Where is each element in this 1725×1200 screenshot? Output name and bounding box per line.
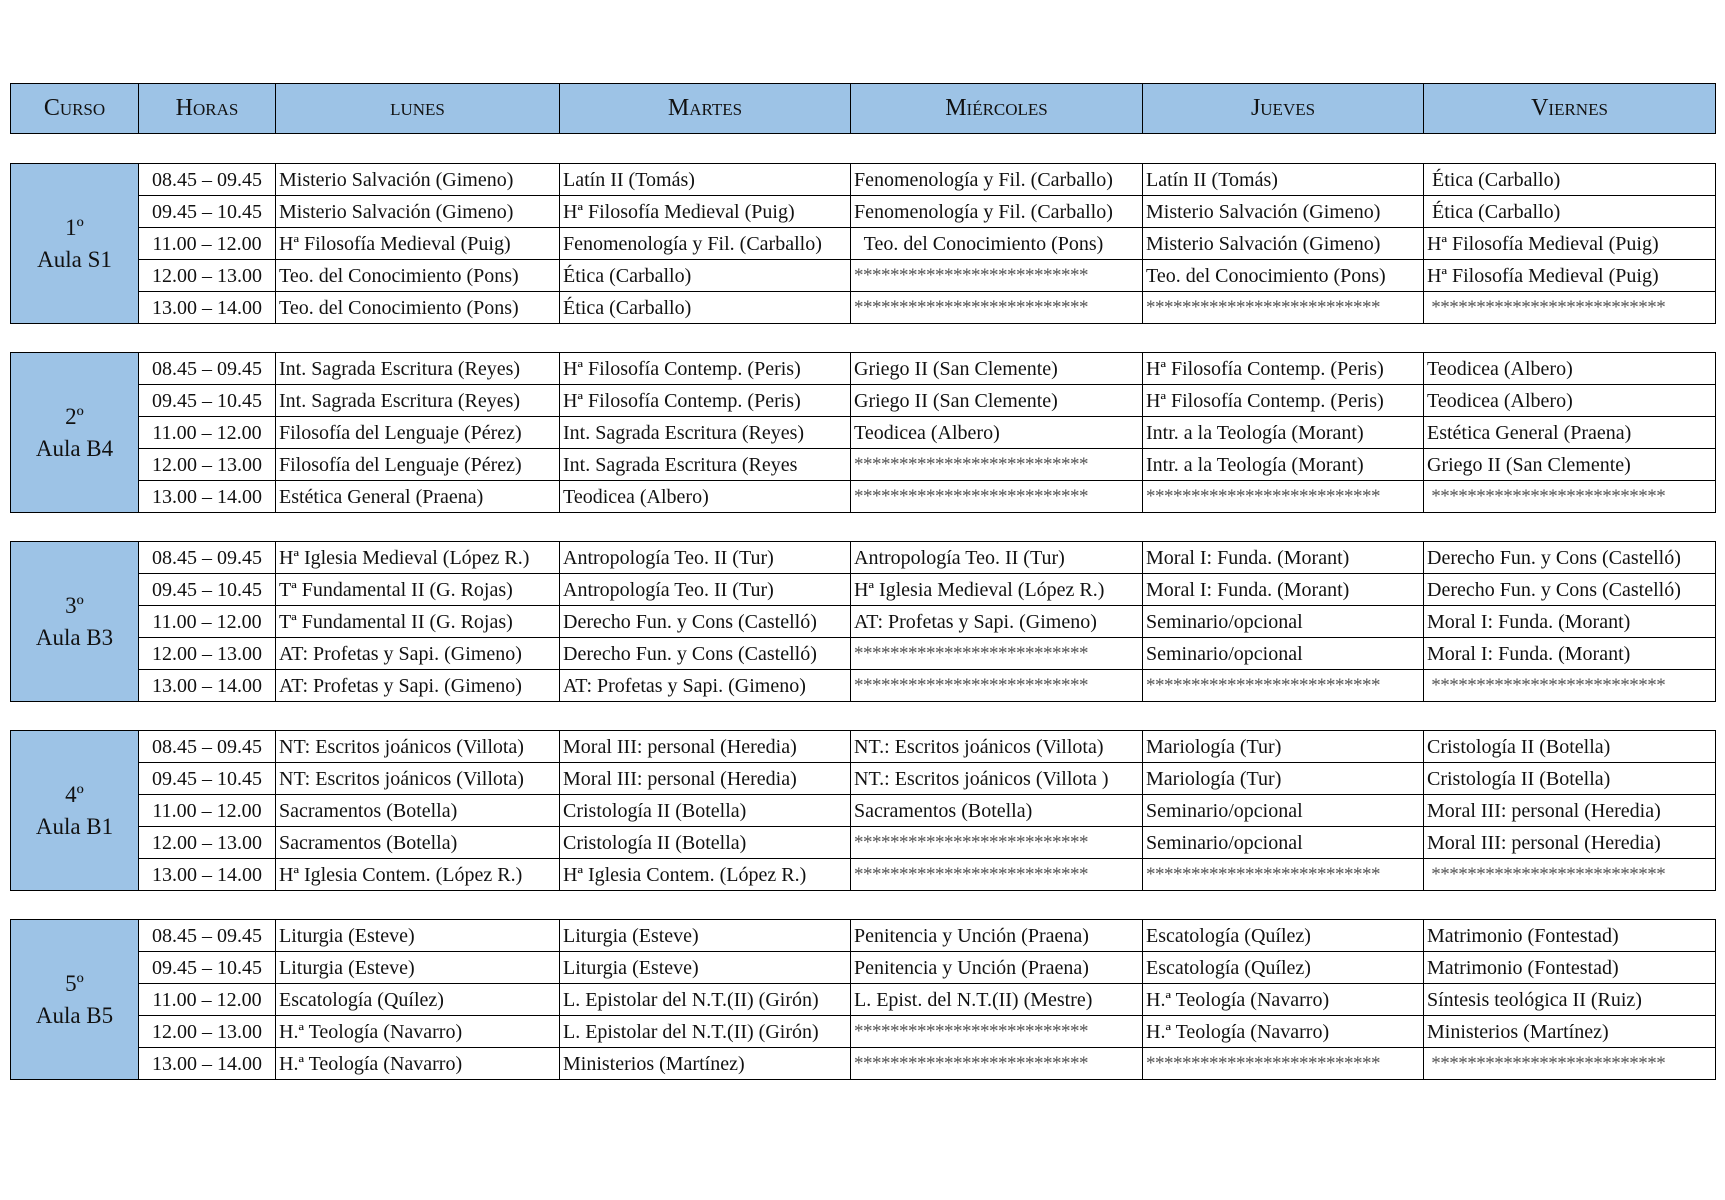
course-cell [11,542,139,702]
class-cell-viernes: Síntesis teológica II (Ruiz) [1424,984,1716,1016]
time-slot: 13.00 – 14.00 [139,1048,276,1080]
class-cell-viernes: Cristología II (Botella) [1424,731,1716,763]
class-cell-viernes: Teodicea (Albero) [1424,353,1716,385]
class-cell-miercoles: ************************** [851,670,1143,702]
class-cell-viernes: ************************** [1424,670,1716,702]
class-cell-martes: Ministerios (Martínez) [560,1048,851,1080]
class-cell-lunes: H.ª Teología (Navarro) [276,1016,560,1048]
table-row [11,542,1716,574]
class-cell-martes: Hª Filosofía Contemp. (Peris) [560,385,851,417]
time-slot: 09.45 – 10.45 [139,574,276,606]
table-row [11,984,1716,1016]
class-cell-jueves: ************************** [1143,859,1424,891]
class-cell-viernes: Hª Filosofía Medieval (Puig) [1424,228,1716,260]
table-row [11,1016,1716,1048]
course-year: 1º [65,215,84,241]
table-row [11,638,1716,670]
class-cell-miercoles: Hª Iglesia Medieval (López R.) [851,574,1143,606]
class-cell-jueves: Misterio Salvación (Gimeno) [1143,228,1424,260]
time-slot: 13.00 – 14.00 [139,670,276,702]
class-cell-viernes: Moral III: personal (Heredia) [1424,827,1716,859]
course-classroom: Aula B1 [35,813,114,839]
time-slot: 08.45 – 09.45 [139,164,276,196]
class-cell-jueves: Seminario/opcional [1143,606,1424,638]
time-slot: 09.45 – 10.45 [139,763,276,795]
course-cell [11,920,139,1080]
class-cell-jueves: ************************** [1143,1048,1424,1080]
course-cell [11,353,139,513]
block-spacer-cell [11,513,1716,542]
class-cell-lunes: Teo. del Conocimiento (Pons) [276,260,560,292]
header-martes: Martes [560,84,851,134]
class-cell-lunes: Tª Fundamental II (G. Rojas) [276,574,560,606]
class-cell-lunes: Sacramentos (Botella) [276,795,560,827]
class-cell-viernes: Matrimonio (Fontestad) [1424,952,1716,984]
time-slot: 12.00 – 13.00 [139,1016,276,1048]
class-cell-miercoles: ************************** [851,1048,1143,1080]
class-cell-viernes: Ética (Carballo) [1424,196,1716,228]
schedule-body [11,134,1716,1080]
table-row [11,1048,1716,1080]
class-cell-miercoles: Penitencia y Unción (Praena) [851,920,1143,952]
block-spacer [11,513,1716,542]
table-row [11,292,1716,324]
course-year: 4º [65,782,84,808]
block-spacer-cell [11,324,1716,353]
class-cell-jueves: Mariología (Tur) [1143,731,1424,763]
class-cell-jueves: Latín II (Tomás) [1143,164,1424,196]
class-cell-jueves: Hª Filosofía Contemp. (Peris) [1143,385,1424,417]
block-spacer [11,702,1716,731]
class-cell-miercoles: NT.: Escritos joánicos (Villota ) [851,763,1143,795]
table-row [11,481,1716,513]
class-cell-martes: Fenomenología y Fil. (Carballo) [560,228,851,260]
class-cell-martes: Cristología II (Botella) [560,795,851,827]
time-slot: 09.45 – 10.45 [139,952,276,984]
class-cell-martes: Antropología Teo. II (Tur) [560,542,851,574]
class-cell-martes: Liturgia (Esteve) [560,920,851,952]
header-lunes: lunes [276,84,560,134]
class-cell-martes: Int. Sagrada Escritura (Reyes [560,449,851,481]
class-cell-viernes: Hª Filosofía Medieval (Puig) [1424,260,1716,292]
class-cell-viernes: ************************** [1424,859,1716,891]
class-cell-jueves: Seminario/opcional [1143,795,1424,827]
time-slot: 09.45 – 10.45 [139,196,276,228]
time-slot: 11.00 – 12.00 [139,984,276,1016]
class-cell-miercoles: NT.: Escritos joánicos (Villota) [851,731,1143,763]
header-horas: Horas [139,84,276,134]
class-cell-martes: Liturgia (Esteve) [560,952,851,984]
class-cell-viernes: Estética General (Praena) [1424,417,1716,449]
class-cell-martes: Int. Sagrada Escritura (Reyes) [560,417,851,449]
class-cell-lunes: Misterio Salvación (Gimeno) [276,196,560,228]
class-cell-lunes: Tª Fundamental II (G. Rojas) [276,606,560,638]
class-cell-miercoles: Griego II (San Clemente) [851,385,1143,417]
class-cell-viernes: Ministerios (Martínez) [1424,1016,1716,1048]
class-cell-jueves: Misterio Salvación (Gimeno) [1143,196,1424,228]
block-spacer-cell [11,134,1716,164]
class-cell-miercoles: Penitencia y Unción (Praena) [851,952,1143,984]
time-slot: 08.45 – 09.45 [139,920,276,952]
table-row [11,670,1716,702]
class-cell-miercoles: Teo. del Conocimiento (Pons) [851,228,1143,260]
course-cell [11,731,139,891]
class-cell-martes: Derecho Fun. y Cons (Castelló) [560,606,851,638]
time-slot: 11.00 – 12.00 [139,417,276,449]
class-cell-lunes: Filosofía del Lenguaje (Pérez) [276,417,560,449]
class-cell-lunes: Escatología (Quílez) [276,984,560,1016]
class-cell-miercoles: ************************** [851,638,1143,670]
class-cell-lunes: AT: Profetas y Sapi. (Gimeno) [276,638,560,670]
course-year: 3º [65,593,84,619]
class-cell-miercoles: L. Epist. del N.T.(II) (Mestre) [851,984,1143,1016]
class-cell-lunes: Hª Filosofía Medieval (Puig) [276,228,560,260]
course-year: 2º [65,404,84,430]
block-spacer [11,891,1716,920]
class-cell-jueves: Intr. a la Teología (Morant) [1143,417,1424,449]
class-cell-viernes: ************************** [1424,481,1716,513]
header-row [11,84,1716,134]
class-cell-miercoles: ************************** [851,859,1143,891]
class-cell-lunes: H.ª Teología (Navarro) [276,1048,560,1080]
course-classroom: Aula B3 [35,624,114,650]
class-cell-viernes: ************************** [1424,1048,1716,1080]
schedule-table [10,83,1716,1080]
time-slot: 12.00 – 13.00 [139,260,276,292]
class-cell-jueves: ************************** [1143,670,1424,702]
table-row [11,859,1716,891]
class-cell-lunes: Filosofía del Lenguaje (Pérez) [276,449,560,481]
time-slot: 08.45 – 09.45 [139,353,276,385]
class-cell-viernes: Moral I: Funda. (Morant) [1424,638,1716,670]
block-spacer [11,134,1716,164]
header-jueves: Jueves [1143,84,1424,134]
class-cell-miercoles: ************************** [851,1016,1143,1048]
class-cell-martes: Moral III: personal (Heredia) [560,731,851,763]
class-cell-viernes: ************************** [1424,292,1716,324]
class-cell-miercoles: Sacramentos (Botella) [851,795,1143,827]
class-cell-miercoles: AT: Profetas y Sapi. (Gimeno) [851,606,1143,638]
class-cell-martes: Cristología II (Botella) [560,827,851,859]
table-row [11,827,1716,859]
class-cell-viernes: Derecho Fun. y Cons (Castelló) [1424,542,1716,574]
class-cell-martes: Teodicea (Albero) [560,481,851,513]
class-cell-lunes: NT: Escritos joánicos (Villota) [276,763,560,795]
class-cell-miercoles: Antropología Teo. II (Tur) [851,542,1143,574]
block-spacer-cell [11,702,1716,731]
time-slot: 13.00 – 14.00 [139,481,276,513]
course-cell [11,164,139,324]
course-classroom: Aula S1 [37,246,112,272]
class-cell-martes: AT: Profetas y Sapi. (Gimeno) [560,670,851,702]
class-cell-martes: L. Epistolar del N.T.(II) (Girón) [560,984,851,1016]
header-curso: Curso [11,84,139,134]
block-spacer-cell [11,891,1716,920]
table-row [11,952,1716,984]
header-miercoles: Miércoles [851,84,1143,134]
time-slot: 11.00 – 12.00 [139,795,276,827]
course-classroom: Aula B5 [35,1002,114,1028]
class-cell-miercoles: ************************** [851,292,1143,324]
class-cell-miercoles: Fenomenología y Fil. (Carballo) [851,164,1143,196]
class-cell-viernes: Moral III: personal (Heredia) [1424,795,1716,827]
class-cell-lunes: Int. Sagrada Escritura (Reyes) [276,353,560,385]
class-cell-lunes: Teo. del Conocimiento (Pons) [276,292,560,324]
table-row [11,574,1716,606]
class-cell-jueves: Intr. a la Teología (Morant) [1143,449,1424,481]
class-cell-miercoles: Griego II (San Clemente) [851,353,1143,385]
class-cell-martes: Derecho Fun. y Cons (Castelló) [560,638,851,670]
table-row [11,260,1716,292]
class-cell-jueves: Seminario/opcional [1143,827,1424,859]
class-cell-viernes: Moral I: Funda. (Morant) [1424,606,1716,638]
class-cell-miercoles: Teodicea (Albero) [851,417,1143,449]
class-cell-jueves: ************************** [1143,292,1424,324]
table-row [11,920,1716,952]
table-row [11,228,1716,260]
class-cell-lunes: Hª Iglesia Medieval (López R.) [276,542,560,574]
class-cell-viernes: Ética (Carballo) [1424,164,1716,196]
class-cell-miercoles: ************************** [851,260,1143,292]
class-cell-martes: Latín II (Tomás) [560,164,851,196]
class-cell-jueves: Moral I: Funda. (Morant) [1143,574,1424,606]
header-viernes: Viernes [1424,84,1716,134]
time-slot: 09.45 – 10.45 [139,385,276,417]
class-cell-miercoles: ************************** [851,481,1143,513]
table-row [11,795,1716,827]
class-cell-miercoles: Fenomenología y Fil. (Carballo) [851,196,1143,228]
time-slot: 13.00 – 14.00 [139,859,276,891]
table-row [11,606,1716,638]
class-cell-martes: Ética (Carballo) [560,260,851,292]
table-row [11,164,1716,196]
class-cell-jueves: ************************** [1143,481,1424,513]
class-cell-viernes: Griego II (San Clemente) [1424,449,1716,481]
class-cell-miercoles: ************************** [851,449,1143,481]
class-cell-lunes: AT: Profetas y Sapi. (Gimeno) [276,670,560,702]
class-cell-martes: Ética (Carballo) [560,292,851,324]
table-row [11,196,1716,228]
class-cell-lunes: Hª Iglesia Contem. (López R.) [276,859,560,891]
time-slot: 12.00 – 13.00 [139,449,276,481]
class-cell-lunes: Estética General (Praena) [276,481,560,513]
class-cell-martes: Moral III: personal (Heredia) [560,763,851,795]
class-cell-martes: Hª Filosofía Contemp. (Peris) [560,353,851,385]
class-cell-lunes: NT: Escritos joánicos (Villota) [276,731,560,763]
class-cell-lunes: Misterio Salvación (Gimeno) [276,164,560,196]
course-year: 5º [65,971,84,997]
class-cell-jueves: Teo. del Conocimiento (Pons) [1143,260,1424,292]
class-cell-jueves: Moral I: Funda. (Morant) [1143,542,1424,574]
time-slot: 08.45 – 09.45 [139,731,276,763]
class-cell-jueves: Seminario/opcional [1143,638,1424,670]
class-cell-martes: L. Epistolar del N.T.(II) (Girón) [560,1016,851,1048]
table-row [11,449,1716,481]
class-cell-miercoles: ************************** [851,827,1143,859]
class-cell-jueves: H.ª Teología (Navarro) [1143,1016,1424,1048]
class-cell-jueves: Mariología (Tur) [1143,763,1424,795]
class-cell-martes: Antropología Teo. II (Tur) [560,574,851,606]
class-cell-lunes: Int. Sagrada Escritura (Reyes) [276,385,560,417]
timetable [10,83,1716,1080]
table-row [11,763,1716,795]
class-cell-viernes: Derecho Fun. y Cons (Castelló) [1424,574,1716,606]
table-row [11,417,1716,449]
class-cell-viernes: Cristología II (Botella) [1424,763,1716,795]
time-slot: 13.00 – 14.00 [139,292,276,324]
table-row [11,385,1716,417]
class-cell-viernes: Teodicea (Albero) [1424,385,1716,417]
class-cell-martes: Hª Iglesia Contem. (López R.) [560,859,851,891]
class-cell-jueves: Escatología (Quílez) [1143,920,1424,952]
class-cell-jueves: H.ª Teología (Navarro) [1143,984,1424,1016]
class-cell-lunes: Liturgia (Esteve) [276,952,560,984]
class-cell-lunes: Liturgia (Esteve) [276,920,560,952]
course-classroom: Aula B4 [35,435,114,461]
class-cell-viernes: Matrimonio (Fontestad) [1424,920,1716,952]
time-slot: 11.00 – 12.00 [139,228,276,260]
table-row [11,731,1716,763]
block-spacer [11,324,1716,353]
time-slot: 08.45 – 09.45 [139,542,276,574]
class-cell-jueves: Escatología (Quílez) [1143,952,1424,984]
time-slot: 12.00 – 13.00 [139,638,276,670]
class-cell-lunes: Sacramentos (Botella) [276,827,560,859]
table-row [11,353,1716,385]
time-slot: 11.00 – 12.00 [139,606,276,638]
class-cell-martes: Hª Filosofía Medieval (Puig) [560,196,851,228]
class-cell-jueves: Hª Filosofía Contemp. (Peris) [1143,353,1424,385]
time-slot: 12.00 – 13.00 [139,827,276,859]
